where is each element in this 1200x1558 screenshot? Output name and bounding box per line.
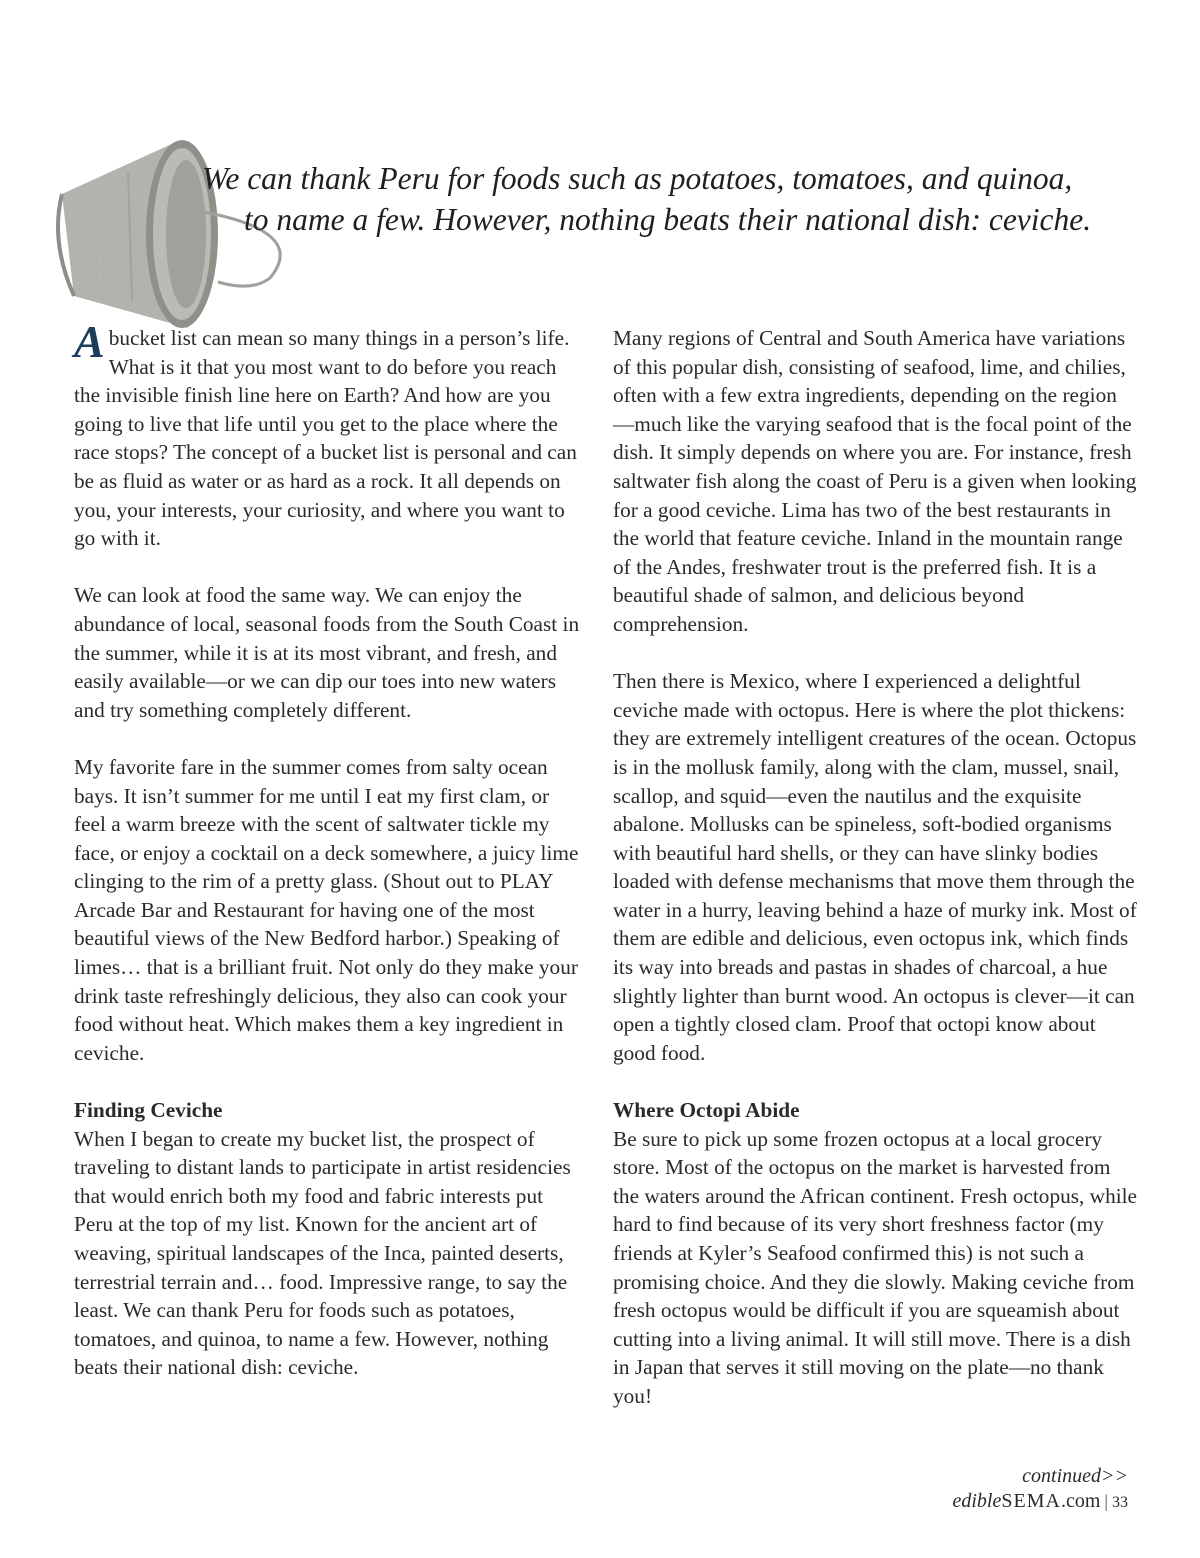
- paragraph-regions: Many regions of Central and South America have variations of this popular dish, consisting of seafood, lime, and chilies, often with a few extra ingredients, depending on the region—much like the varying seafood that is the focal point of the dish. It simply depends on where you are. For instance, fresh saltwater fish along the coast of Peru is a given when looking for a good ceviche. Lima has two of the best restaurants in the world that feature ceviche. Inland in the mountain range of the Andes, freshwater trout is the preferred fish. It is a beautiful shade of salmon, and delicious beyond comprehension.: [613, 326, 1137, 636]
- paragraph-mexico-octopus: Then there is Mexico, where I experienced a delightful ceviche made with octopus. Here is where the plot thickens: they are extremely intelligent creatures of the ocean. Octopus is in the mollusk family, along with the clam, mussel, snail, scallop, and squid—even the nautilus and the exquisite abalone. Mollusks can be spineless, soft-bodied organisms with beautiful hard shells, or they can have slinky bodies loaded with defense mechanisms that move them through the water in a hurry, leaving behind a haze of murky ink. Most of them are edible and delicious, even octopus ink, which finds its way into breads and pastas in shades of charcoal, a hue slightly lighter than burnt wood. An octopus is clever—it can open a tightly closed clam. Proof that octopi know about good food.: [613, 669, 1137, 1065]
- paragraph-frozen-octopus: Be sure to pick up some frozen octopus at a local grocery store. Most of the octopus on the market is harvested from the waters around the African continent. Fresh octopus, while hard to find because of its very short freshness factor (my friends at Kyler’s Seafood confirmed this) is not such a promising choice. And they die slowly. Making ceviche from fresh octopus would be difficult if you are squeamish about cutting into a living animal. It will still move. There is a dish in Japan that serves it still moving on the plate—no thank you!: [613, 1126, 1137, 1408]
- brand-sema: SEMA: [1001, 1490, 1061, 1512]
- pull-quote-line-2: to name a few. However, nothing beats their national dish: ceviche.: [244, 202, 1092, 237]
- site-brand[interactable]: [953, 1490, 1101, 1512]
- paragraph-food: We can look at food the same way. We can enjoy the abundance of local, seasonal foods from the South Coast in the summer, while it is at its most vibrant, and fresh, and easily available—or we can dip our toes into new waters and try something completely different.: [74, 583, 580, 722]
- pull-quote: [150, 158, 1160, 240]
- paragraph-bucket-list-peru: When I began to create my bucket list, the prospect of traveling to distant lands to participate in artist residencies that would enrich both my food and fabric interests put Peru at the top of my list. Known for the ancient art of weaving, spiritual landscapes of the Inca, painted deserts, terrestrial terrain and… food. Impressive range, to say the least. We can thank Peru for foods such as potatoes, tomatoes, and quinoa, to name a few. However, nothing beats their national dish: ceviche.: [74, 1126, 571, 1380]
- brand-edible: edible: [952, 1490, 1002, 1512]
- pull-quote-line-1: We can thank Peru for foods such as potatoes, tomatoes, and quinoa,: [202, 161, 1073, 196]
- intro-text: bucket list can mean so many things in a person’s life. What is it that you most want to do before you reach the invisible finish line here on Earth? And how are you going to live that life until you get to the place where the race stops? The concept of a bucket list is personal and can be as fluid as water or as hard as a rock. It all depends on you, your interests, your curiosity, and where you want to go with it.: [74, 326, 577, 551]
- brand-tld: .com: [1060, 1490, 1101, 1512]
- page-footer: [953, 1464, 1129, 1515]
- page-number: 33: [1112, 1494, 1128, 1511]
- intro-paragraph: [74, 316, 584, 553]
- continued-link[interactable]: continued>>: [1022, 1465, 1128, 1487]
- left-column: [74, 316, 584, 1411]
- heading-where-octopi-abide: Where Octopi Abide: [613, 1098, 800, 1123]
- drop-cap: A: [74, 316, 105, 367]
- heading-finding-ceviche: Finding Ceviche: [74, 1098, 223, 1123]
- paragraph-summer: My favorite fare in the summer comes from salty ocean bays. It isn’t summer for me until I eat my first clam, or feel a warm breeze with the scent of saltwater tickle my face, or enjoy a cocktail on a deck somewhere, a juicy lime clinging to the rim of a pretty glass. (Shout out to PLAY Arcade Bar and Restaurant for having one of the most beautiful views of the New Bedford harbor.) Speaking of limes… that is a brilliant fruit. Not only do they make your drink taste refreshingly delicious, they also can cook your food without heat. Which makes them a key ingredient in ceviche.: [74, 754, 579, 1065]
- right-column: [613, 324, 1138, 1439]
- footer-separator: |: [1104, 1491, 1108, 1511]
